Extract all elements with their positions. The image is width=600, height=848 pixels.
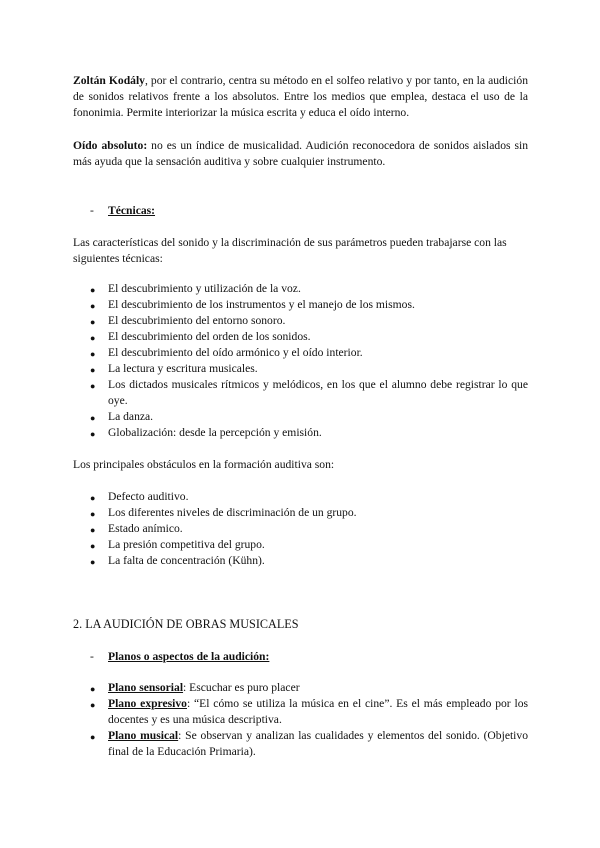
list-item: El descubrimiento del orden de los sonidos.: [108, 330, 311, 343]
bullet-icon: ●: [90, 349, 96, 359]
list-item: El descubrimiento del oído armónico y el oído interior.: [108, 346, 363, 359]
kodaly-paragraph: [73, 73, 528, 121]
oido-absoluto-text: no es un índice de musicalidad. Audición reconocedora de sonidos aislados sin más ayuda que la sensación auditiva y sobre cualquier instrumento.: [73, 139, 528, 168]
list-item: Los dictados musicales rítmicos y melódicos, en los que el alumno debe registrar lo que oye.: [108, 378, 528, 407]
list-item: El descubrimiento de los instrumentos y el manejo de los mismos.: [108, 298, 415, 311]
bullet-icon: ●: [90, 541, 96, 551]
list-item: El descubrimiento y utilización de la voz.: [108, 282, 301, 295]
bullet-icon: ●: [90, 285, 96, 295]
bullet-icon: ●: [90, 684, 96, 694]
oido-absoluto-term: Oído absoluto:: [73, 139, 148, 152]
list-item: Los diferentes niveles de discriminación de un grupo.: [108, 506, 357, 519]
bullet-icon: ●: [90, 429, 96, 439]
plano-text: : Escuchar es puro placer: [183, 681, 300, 694]
tecnicas-intro: Las características del sonido y la discriminación de sus parámetros pueden trabajarse con las siguientes técnicas:: [73, 236, 507, 265]
tecnicas-heading: Técnicas:: [108, 204, 156, 217]
plano-item: [108, 696, 528, 728]
planos-dash: -: [90, 650, 94, 663]
bullet-icon: ●: [90, 317, 96, 327]
plano-term: Plano musical: [108, 729, 179, 742]
plano-text: : “El cómo se utiliza la música en el cine”. Es el más empleado por los docentes y es una música descriptiva.: [108, 697, 529, 726]
plano-item: [108, 680, 528, 696]
list-item: La presión competitiva del grupo.: [108, 538, 265, 551]
bullet-icon: ●: [90, 700, 96, 710]
plano-text: : Se observan y analizan las cualidades y elementos del sonido. (Objetivo final de la Educación Primaria).: [108, 729, 528, 758]
bullet-icon: ●: [90, 509, 96, 519]
bullet-icon: ●: [90, 333, 96, 343]
list-item: La danza.: [108, 410, 154, 423]
obstaculos-intro: Los principales obstáculos en la formación auditiva son:: [73, 458, 335, 471]
bullet-icon: ●: [90, 557, 96, 567]
plano-term: Plano sensorial: [108, 681, 184, 694]
planos-heading: Planos o aspectos de la audición:: [108, 650, 270, 663]
kodaly-name: Zoltán Kodály: [73, 74, 145, 87]
bullet-icon: ●: [90, 301, 96, 311]
tecnicas-dash: -: [90, 204, 94, 217]
bullet-icon: ●: [90, 732, 96, 742]
plano-term: Plano expresivo: [108, 697, 187, 710]
list-item: El descubrimiento del entorno sonoro.: [108, 314, 286, 327]
list-item: Estado anímico.: [108, 522, 183, 535]
oido-absoluto-paragraph: [73, 138, 528, 170]
list-item: La lectura y escritura musicales.: [108, 362, 258, 375]
list-item: Globalización: desde la percepción y emisión.: [108, 426, 322, 439]
bullet-icon: ●: [90, 525, 96, 535]
list-item: La falta de concentración (Kühn).: [108, 554, 265, 567]
bullet-icon: ●: [90, 365, 96, 375]
bullet-icon: ●: [90, 413, 96, 423]
bullet-icon: ●: [90, 493, 96, 503]
bullet-icon: ●: [90, 381, 96, 391]
kodaly-text: , por el contrario, centra su método en el solfeo relativo y por tanto, en la audición de sonidos relativos frente a los absolutos. Entre los medios que emplea, destaca el uso de la fononimia. Permite interiorizar la música escrita y educa el oído interno.: [73, 74, 528, 119]
plano-item: [108, 728, 528, 760]
list-item: Defecto auditivo.: [108, 490, 189, 503]
section-title: 2. LA AUDICIÓN DE OBRAS MUSICALES: [73, 617, 299, 631]
